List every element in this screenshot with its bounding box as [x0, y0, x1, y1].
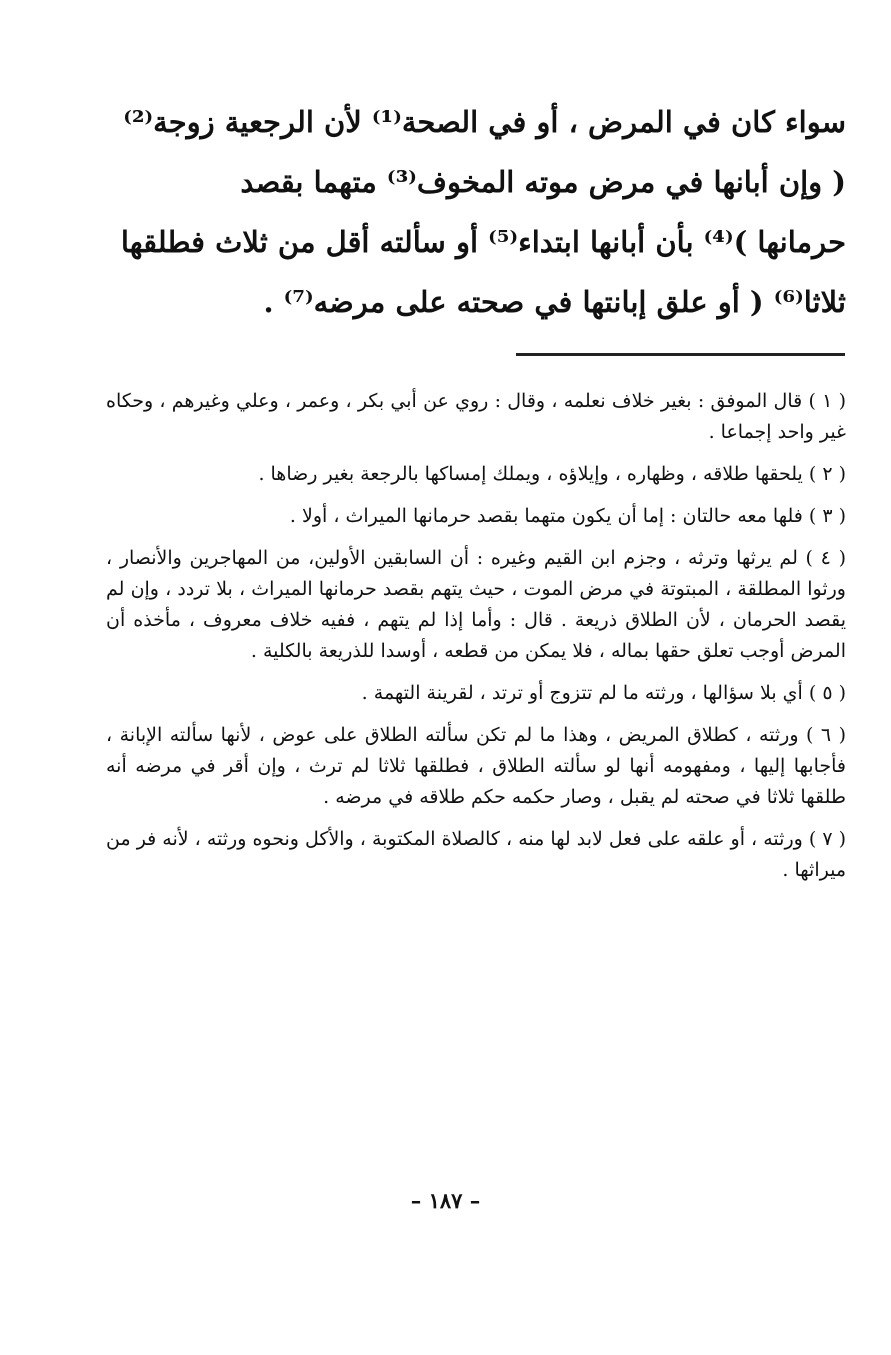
footnote-6: ( ٦ ) ورثته ، كطلاق المريض ، وهذا ما لم تكن سألته الطلاق على عوض ، لأنها سألته الإبانة ، فأجابها إليها ، ومفهومه أنها لو سألته الطلاق ، فطلقها ثلاثا لم ترث ، وإن أقر في مرضه أنه طلقها ثلاثا في صحته لم يقبل ، وصار حكمه حكم طلاقه في مرضه . — [106, 724, 846, 808]
footnote-7: ( ٧ ) ورثته ، أو علقه على فعل لابد لها منه ، كالصلاة المكتوبة ، والأكل ونحوه ورثته ، لأنه فر من ميراثها . — [106, 828, 846, 881]
main-text-line: سواء كان في المرض ، أو في الصحة⁽¹⁾ لأن الرجعية زوجة⁽²⁾ — [123, 105, 846, 139]
main-text-line: حرمانها )⁽⁴⁾ بأن أبانها ابتداء⁽⁵⁾ أو سألته أقل من ثلاث فطلقها — [120, 225, 846, 259]
footnote-1: ( ١ ) قال الموفق : بغير خلاف نعلمه ، وقال : روي عن أبي بكر ، وعمر ، وعلي وغيرهم ، وحكاه غير واحد إجماعا . — [106, 390, 846, 443]
footnote-5: ( ٥ ) أي بلا سؤالها ، ورثته ما لم تتزوج أو ترتد ، لقرينة التهمة . — [361, 682, 846, 704]
main-text-line: ثلاثا⁽⁶⁾ ( أو علق إبانتها في صحته على مرضه⁽⁷⁾ . — [263, 285, 846, 319]
main-text — [106, 92, 846, 332]
page-number: – ١٨٧ – — [410, 1188, 481, 1213]
footnote-3: ( ٣ ) فلها معه حالتان : إما أن يكون متهما بقصد حرمانها الميراث ، أولا . — [289, 505, 846, 527]
footnote-2: ( ٢ ) يلحقها طلاقه ، وظهاره ، وإيلاؤه ، ويملك إمساكها بالرجعة بغير رضاها . — [258, 463, 846, 485]
footnote-4: ( ٤ ) لم يرثها وترثه ، وجزم ابن القيم وغيره : أن السابقين الأولين، من المهاجرين والأنصار ، ورثوا المطلقة ، المبتوتة في مرض الموت ، حيث يتهم بقصد حرمانها الميراث ، بلا تردد ، وإن لم يقصد الحرمان ، لأن الطلاق ذريعة . قال : وأما إذا لم يتهم ، ففيه خلاف معروف ، مأخذه أن المرض أوجب تعلق حقها بماله ، فلا يمكن من قطعه ، أوسدا للذريعة بالكلية . — [106, 547, 847, 662]
footnote-separator — [516, 353, 845, 356]
main-text-line: ( وإن أبانها في مرض موته المخوف⁽³⁾ متهما بقصد — [240, 165, 846, 199]
footnotes — [106, 386, 846, 897]
